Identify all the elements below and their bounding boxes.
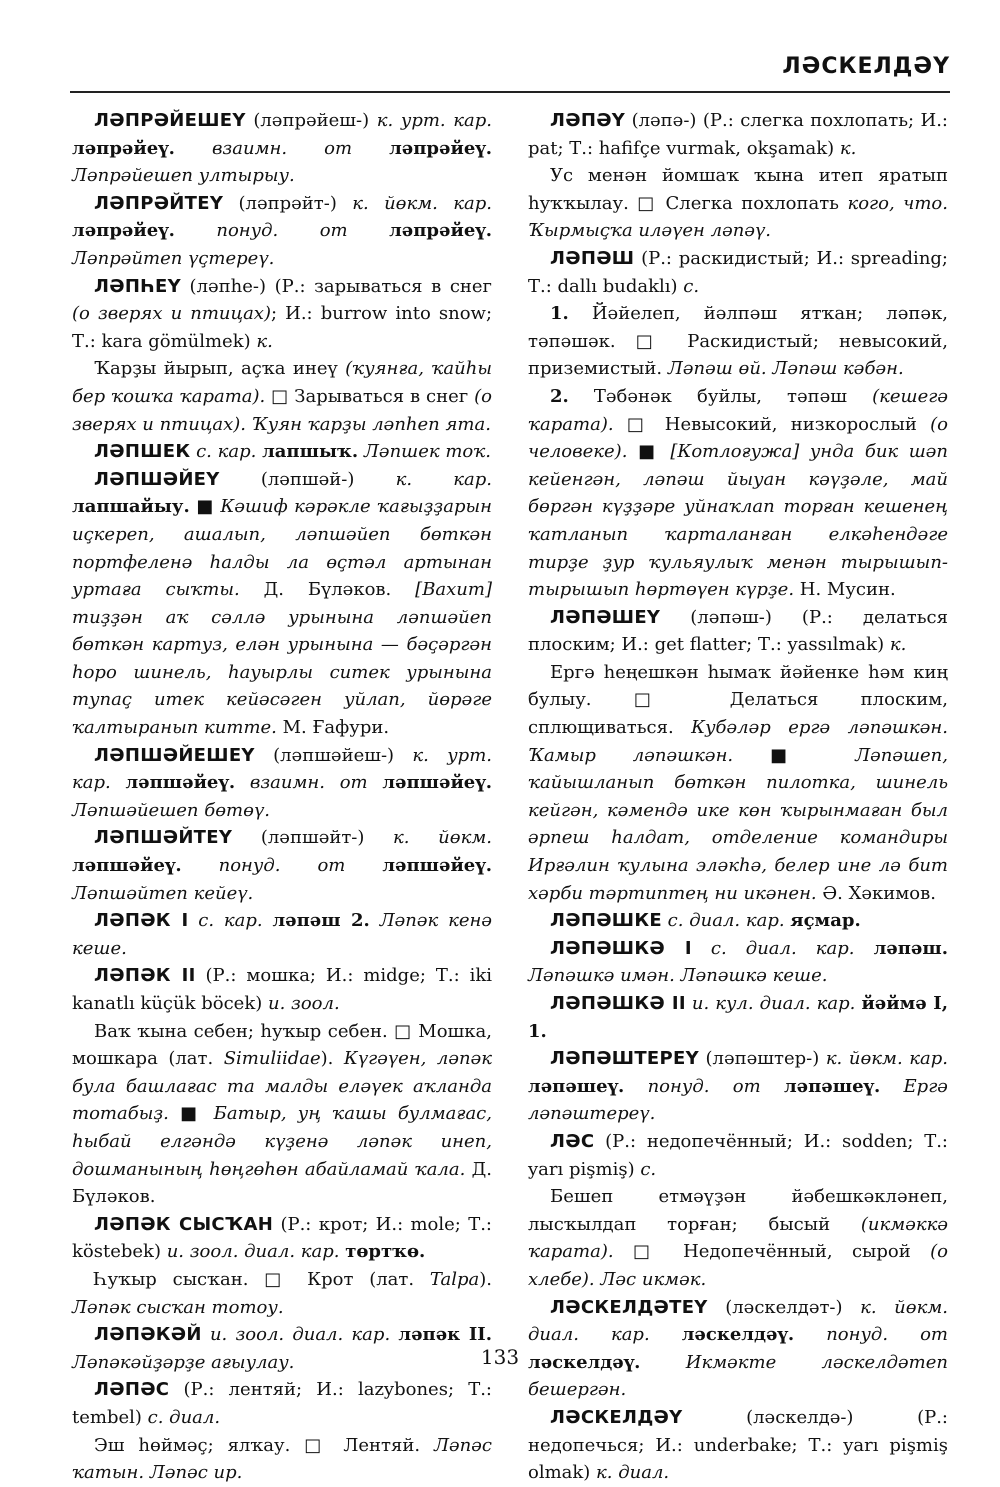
headword: ЛӘС <box>550 1130 595 1152</box>
dictionary-paragraph <box>72 742 492 825</box>
italic-text: с. диал. кар. <box>710 937 855 959</box>
text: Д. Бүләков. <box>72 1158 492 1208</box>
italic-text: с. кар. <box>196 441 257 463</box>
bold-text: ләпәш. <box>873 937 948 959</box>
text <box>368 772 383 793</box>
dictionary-paragraph <box>528 604 948 659</box>
bold-text: ләпәшеү. <box>528 1075 625 1097</box>
dictionary-paragraph <box>528 1183 948 1293</box>
headword: ЛӘПӘШ <box>550 247 635 269</box>
bold-text: ләскелдәү. <box>681 1324 795 1346</box>
bold-text: яҫмар. <box>790 910 861 932</box>
headword: ЛӘПӘК I <box>94 910 189 932</box>
text: (ләскелдәт-) <box>707 1296 861 1318</box>
text <box>624 1076 647 1097</box>
italic-text: [Котлоғужа] унда бик шәп кейенгән, ләпәш йыуан кәүҙәле, май бөргән күҙҙәре уйнаҡлап торған кешенең ҡатланып ҡарталанған елкәһендәге тирҙе ҙур ҡульяулыҡ менән тырышып-тырышып һөртөүен күрҙе. <box>528 441 949 601</box>
italic-text: взаимн. от <box>211 137 353 159</box>
headword: ЛӘПШӘЙЕҮ <box>94 468 220 490</box>
italic-text: (кешегә ҡарата). <box>528 385 948 435</box>
bold-text: йәймә I, 1. <box>528 993 948 1042</box>
text: (ләпшәйеш-) <box>254 744 413 766</box>
italic-text: и. кул. диал. кар. <box>691 993 856 1014</box>
italic-text: Батыр, уң ҡашы булмағас, һыбай елгәндә күҙенә ләпәк инеп, дошманының һөңгөһөн абайламай ҡала. <box>72 1103 492 1180</box>
dictionary-paragraph <box>528 990 948 1045</box>
bold-text: 2. <box>550 385 569 407</box>
dictionary-paragraph <box>72 962 492 1017</box>
headword: ЛӘСКЕЛДӘТЕҮ <box>550 1296 708 1318</box>
dictionary-paragraph <box>72 1266 492 1321</box>
text: Ә. Хәкимов. <box>816 882 936 904</box>
dictionary-paragraph <box>72 1432 492 1487</box>
italic-text: Кәшиф кәрәкле ҡағыҙҙарын иҫкереп, ашалып, ләпшәйеп бөткән портфеленә һалды ла өҫтәл артынан уртаға сыҡты. <box>72 496 492 601</box>
italic-text: понуд. от <box>826 1324 948 1346</box>
italic-text: (икмәккә ҡарата). <box>528 1213 948 1263</box>
text: Йәйелеп, йәлпәш ятҡан; ләпәк, тәпәшәк. □ Раскидистый; невысокий, приземистый. <box>528 303 948 380</box>
headword: ЛӘПӘК II <box>94 965 196 987</box>
dictionary-paragraph <box>72 907 492 962</box>
italic-text: к. йөкм. диал. кар. <box>528 1296 948 1346</box>
italic-text: (о человеке). <box>528 413 948 463</box>
text: □ Невысокий, низкорослый <box>613 413 931 435</box>
text: Ус менән йомшаҡ ҡына итеп яратып һуҡҡылау. □ Слегка похлопать <box>528 165 948 214</box>
dictionary-paragraph <box>72 190 492 273</box>
italic-text: Ләпәк кенә кеше. <box>72 910 492 959</box>
headword: ЛӘПӘКӘЙ <box>94 1324 202 1346</box>
text: □ Зарываться в снег <box>265 385 475 407</box>
headword: ЛӘСКЕЛДӘҮ <box>550 1406 683 1428</box>
text <box>880 1076 903 1097</box>
italic-text: с. диал. кар. <box>667 910 785 932</box>
text <box>182 855 219 876</box>
headword: ЛӘПШЕК <box>94 441 191 463</box>
italic-text: Күгәүен, ләпәк була башлағас та малды еләүек аҡланда тотабыҙ. <box>72 1048 493 1125</box>
dictionary-paragraph <box>72 438 492 466</box>
bold-text: ләпшәйеү. <box>382 772 492 794</box>
italic-text: (о зверях и птицах). Ҡуян ҡарҙы ләпһеп ята. <box>72 385 492 435</box>
dictionary-paragraph <box>72 1018 492 1211</box>
bold-text: ләпшәйеү. <box>125 772 236 794</box>
left-column <box>72 107 492 1487</box>
bold-text: ләпәш 2. <box>272 910 370 932</box>
bold-text: ләпәшеү. <box>783 1075 881 1097</box>
text: □ Недопечённый, сырой <box>613 1241 931 1263</box>
text: Тәбәнәк буйлы, тәпәш <box>568 385 873 407</box>
text: (Р.: недопечённый; И.: sodden; Т.: yarı pişmiş) <box>528 1130 948 1180</box>
dictionary-paragraph <box>528 300 948 383</box>
italic-text: к. кар. <box>395 468 492 490</box>
italic-text: Ләпәш өй. Ләпәш кәбән. <box>667 358 904 380</box>
bold-text: 1. <box>550 303 569 325</box>
text <box>111 772 126 793</box>
headword: ЛӘПҺЕҮ <box>94 275 181 297</box>
italic-text: Ләпәшкә имән. Ләпәшкә кеше. <box>528 965 828 987</box>
text: Д. Бүләков. <box>239 579 416 601</box>
text: (ләпшәйт-) <box>232 827 394 849</box>
headword: ЛӘПӘШЕҮ <box>550 606 661 628</box>
text: ■ <box>733 744 856 766</box>
text <box>202 1324 210 1345</box>
text: Ваҡ ҡына себен; һуҡыр себен. □ Мошка, мошкара (лат. <box>72 1020 492 1070</box>
text: ). <box>320 1048 344 1070</box>
text: (ләпрәйеш-) <box>245 110 377 131</box>
dictionary-paragraph <box>528 162 948 245</box>
text: ■ <box>627 441 671 463</box>
page-number: 133 <box>480 1345 520 1369</box>
dictionary-paragraph <box>528 1128 948 1183</box>
text <box>692 938 711 959</box>
text <box>175 220 216 241</box>
text <box>235 772 250 793</box>
italic-text: к. йөкм. кар. <box>825 1048 948 1070</box>
text <box>188 910 198 931</box>
italic-text: и. зоол. <box>267 993 340 1014</box>
italic-text: Talpa <box>429 1268 480 1290</box>
italic-text: Ләпәшеп, ҡайышланып бөткән пилотка, шинель кейгән, кәмендә ике көн ҡырынмаған был әрпеш һалдат, отделение командиры Ирғәлин ҡулына эләкһә, белер ине лә бит хәрби тәртиптең ни икәнен. <box>528 744 948 904</box>
headword: ЛӘПӘШТЕРЕҮ <box>550 1048 699 1070</box>
text <box>348 220 389 241</box>
header-rule <box>70 91 950 93</box>
bold-text: ләпрәйеү. <box>72 220 175 242</box>
text: (Р.: мошка; И.: midge; Т.: iki kanatlı küçük böcek) <box>72 965 493 1014</box>
text: (ләпшәй-) <box>219 468 396 490</box>
italic-text: Ләпшек тоҡ. <box>363 441 491 463</box>
headword: ЛӘПӘШКЕ <box>550 910 662 932</box>
bold-text: лапшыҡ. <box>262 441 359 463</box>
italic-text: (о зверях и птицах) <box>72 303 271 325</box>
text: (ләпәш-) (Р.: делаться плоским; И.: get flatter; Т.: yassılmak) <box>528 606 948 656</box>
text: (Р.: лентяй; И.: lazybones; Т.: tembel) <box>72 1379 492 1428</box>
text <box>345 855 382 876</box>
dictionary-paragraph <box>528 383 948 604</box>
italic-text: с. кар. <box>198 910 263 932</box>
text <box>175 138 212 159</box>
text: (Р.: раскидистый; И.: spreading; Т.: dallı budaklı) <box>528 247 948 297</box>
italic-text: с. <box>640 1158 657 1180</box>
dictionary-paragraph <box>72 824 492 907</box>
italic-text: Ләпәк сысҡан тотоу. <box>72 1296 284 1318</box>
bold-text: төртҡө. <box>345 1241 426 1263</box>
italic-text: к. <box>839 137 857 159</box>
dictionary-paragraph <box>528 1045 948 1128</box>
text: (Р.: крот; И.: mole; Т.: köstebek) <box>72 1213 492 1263</box>
text: (ләскелдә-) (Р.: недопечься; И.: underbake; Т.: yarı pişmiş olmak) <box>528 1406 948 1484</box>
dictionary-paragraph <box>72 1211 492 1266</box>
text <box>761 1076 784 1097</box>
running-head: ЛӘСКЕЛДӘҮ <box>782 54 950 79</box>
bold-text: ләпәк II. <box>398 1324 492 1346</box>
italic-text: взаимн. от <box>249 772 368 794</box>
right-column <box>528 107 948 1487</box>
bold-text: ләпшәйеү. <box>72 855 182 877</box>
dictionary-paragraph <box>528 935 948 990</box>
text: ). <box>479 1268 492 1290</box>
headword: ЛӘПРӘЙЕШЕҮ <box>94 110 246 131</box>
headword: ЛӘПШӘЙЕШЕҮ <box>94 744 255 766</box>
dictionary-paragraph <box>72 466 492 742</box>
text <box>855 938 874 959</box>
italic-text: к. йөкм. кар. <box>352 192 492 214</box>
headword: ЛӘПРӘЙТЕҮ <box>94 192 224 214</box>
italic-text: Ләпрәйтеп үҫтереү. <box>72 247 275 269</box>
italic-text: (ҡуянға, ҡайһы бер ҡошҡа ҡарата). <box>72 358 492 407</box>
text: ; И.: burrow into snow; Т.: kara gömülmek) <box>72 303 493 352</box>
headword: ЛӘПӘШКӘ I <box>550 937 692 959</box>
dictionary-paragraph <box>528 245 948 300</box>
text: Бешеп етмәүҙән йәбешкәкләнеп, лысҡылдап торған; бысый <box>528 1186 948 1235</box>
italic-text: Ләпшәйтеп кейеү. <box>72 882 254 904</box>
bold-text: ләскелдәү. <box>528 1351 641 1373</box>
italic-text: к. урт. кар. <box>72 744 492 794</box>
text: (ләпә-) (Р.: слегка похлопать; И.: pat; Т.: hafifçe vurmak, okşamak) <box>528 110 948 159</box>
dictionary-paragraph <box>528 1404 948 1487</box>
italic-text: Ергә ләпәштереү. <box>528 1075 948 1125</box>
dictionary-paragraph <box>528 107 948 162</box>
italic-text: понуд. от <box>647 1075 761 1097</box>
dictionary-paragraph <box>72 1376 492 1431</box>
dictionary-paragraph <box>72 107 492 190</box>
text: (ләпәштер-) <box>698 1048 826 1070</box>
italic-text: к. диал. <box>596 1462 670 1484</box>
text: Н. Мусин. <box>794 579 896 601</box>
italic-text: Ләпшәйешеп бөтөү. <box>72 799 270 821</box>
text: (ләпрәйт-) <box>223 192 353 214</box>
bold-text: ләпрәйеү. <box>72 137 175 159</box>
italic-text: к. урт. кар. <box>376 110 492 131</box>
bold-text: лапшайыу. <box>72 496 190 518</box>
italic-text: (о хлебе). Ләс икмәк. <box>528 1241 948 1290</box>
italic-text: с. <box>683 275 700 297</box>
dictionary-paragraph <box>528 907 948 935</box>
italic-text: к. <box>889 634 907 656</box>
italic-text: понуд. от <box>218 855 346 877</box>
italic-text: к. <box>256 330 273 352</box>
italic-text: Кубәләр ергә ләпәшкән. Ҡамыр ләпәшкән. <box>528 717 949 766</box>
text <box>263 910 273 931</box>
italic-text: к. йөкм. <box>393 827 492 849</box>
italic-text: и. зоол. диал. кар. <box>166 1241 340 1263</box>
dictionary-paragraph <box>72 273 492 356</box>
bold-text: ләпрәйеү. <box>389 137 492 159</box>
italic-text: Simuliidae <box>223 1048 321 1070</box>
text: Ҡарҙы йырып, аҫҡа инеү <box>94 358 346 380</box>
italic-text: кого, что. Ҡырмыҫҡа иләүен ләпәү. <box>528 192 948 242</box>
italic-text: [Вахит] тиҙҙән аҡ сәллә урынына ләпшәйеп бөткән картуз, елән урынына — бәҫәргән һоро шинель, һауырлы ситек урынына тупаҫ итек кейәсәген уйлап, йөрәге ҡалтыранып китте. <box>72 579 492 739</box>
dictionary-paragraph <box>72 355 492 438</box>
text: М. Ғафури. <box>276 717 390 739</box>
italic-text: Ләпәкәйҙәрҙе ағыулау. <box>72 1351 295 1373</box>
headword: ЛӘПӘК СЫСҠАН <box>94 1213 274 1235</box>
italic-text: понуд. от <box>216 220 348 242</box>
italic-text: Икмәкте ләскелдәтеп бешергән. <box>528 1351 948 1401</box>
dictionary-paragraph <box>528 659 948 907</box>
italic-text: Ләпәс ҡатын. Ләпәс ир. <box>72 1434 492 1484</box>
text <box>650 1324 682 1345</box>
headword: ЛӘПӘШКӘ II <box>550 993 686 1014</box>
text: Ергә һеңешкән һымаҡ йәйенке һәм киң булыу. □ Делаться плоским, сплющиваться. <box>528 661 948 739</box>
headword: ЛӘПӘҮ <box>550 110 626 131</box>
text: Эш һөймәҫ; ялҡау. □ Лентяй. <box>94 1434 434 1456</box>
italic-text: Ләпрәйешеп ултырыу. <box>72 165 295 187</box>
italic-text: с. диал. <box>147 1406 221 1428</box>
text <box>370 910 380 931</box>
bold-text: ләпрәйеү. <box>389 220 492 242</box>
text <box>352 138 389 159</box>
text: ■ <box>189 496 221 518</box>
headword: ЛӘПӘС <box>94 1379 170 1401</box>
text: (ләпһе-) (Р.: зарываться в снег <box>180 275 492 297</box>
text: Һуҡыр сысҡан. □ Крот (лат. <box>94 1268 430 1290</box>
headword: ЛӘПШӘЙТЕҮ <box>94 827 233 849</box>
text: ■ <box>168 1103 214 1125</box>
italic-text: и. зоол. диал. кар. <box>209 1324 391 1346</box>
text <box>794 1324 826 1345</box>
bold-text: ләпшәйеү. <box>382 855 492 877</box>
